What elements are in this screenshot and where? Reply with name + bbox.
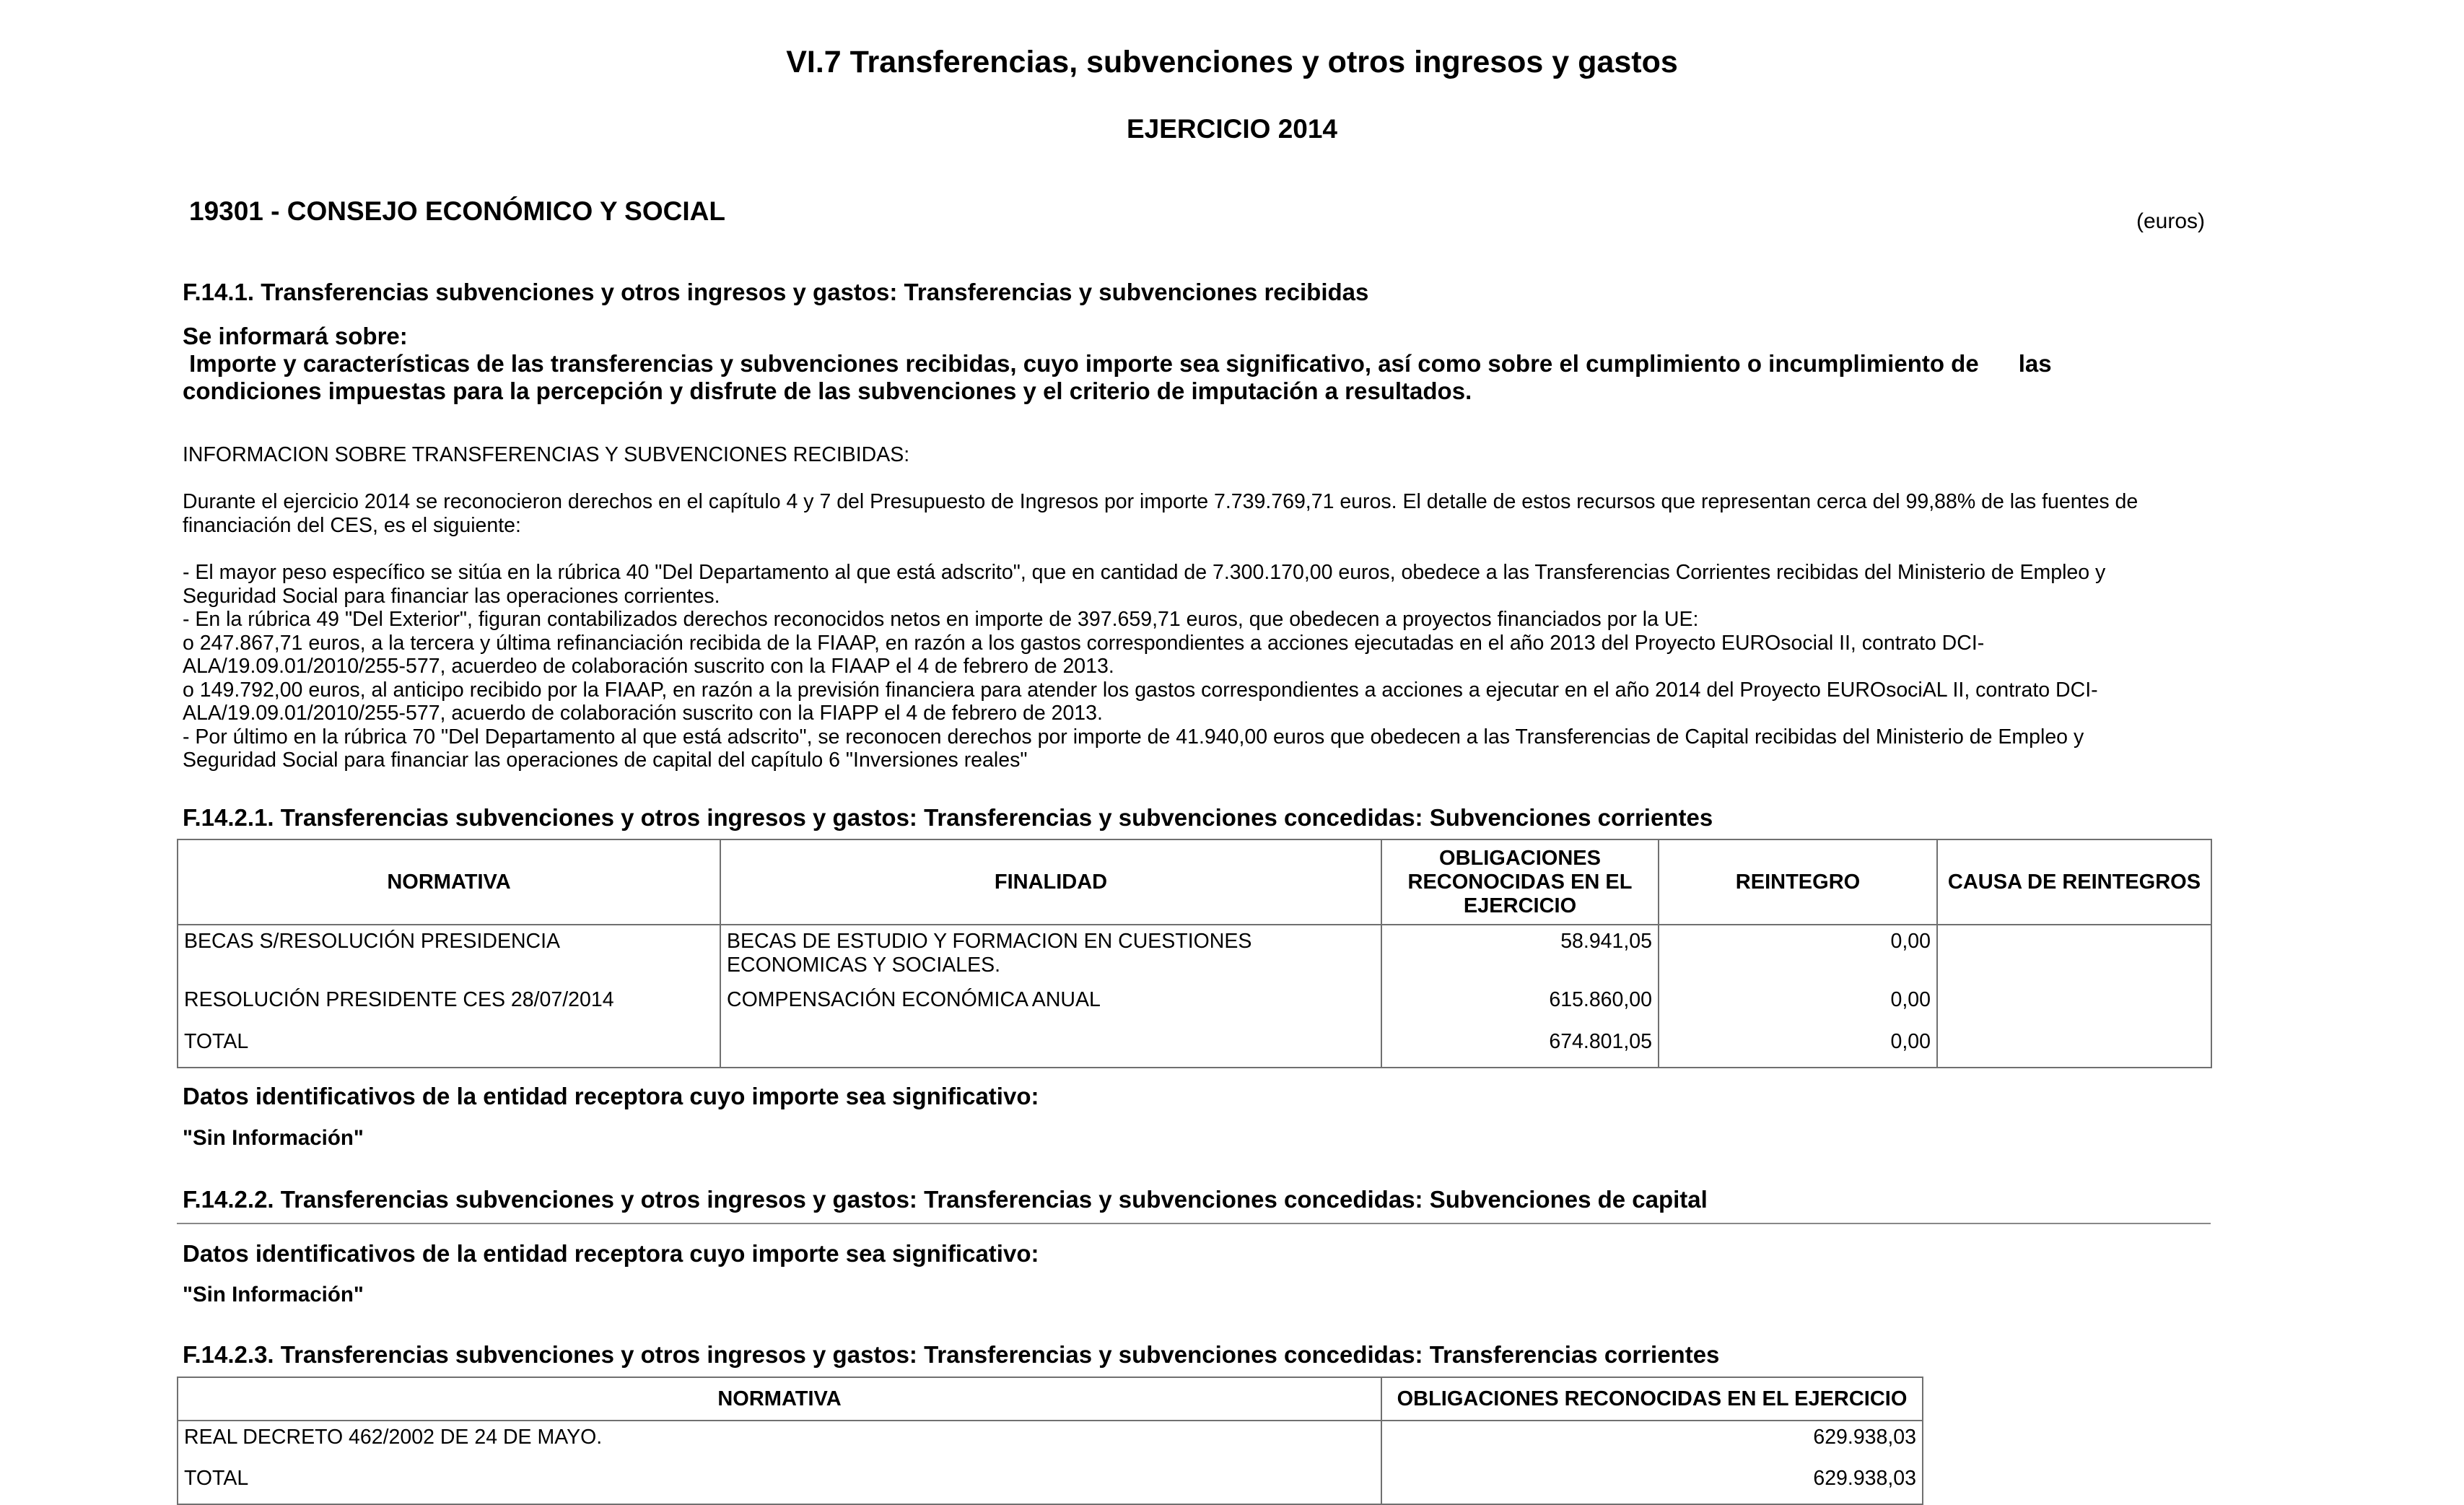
detail-line: o 149.792,00 euros, al anticipo recibido por la FIAAP, en razón a la previsión financiera para atender los gastos correspondientes a acciones a ejecutar en el año 2014 del Proyecto EUROsociAL II, contrato DCI- <box>183 678 2098 702</box>
table-row <box>178 925 2211 984</box>
cell-normativa: TOTAL <box>178 1462 1381 1504</box>
column-header-obligaciones: OBLIGACIONES RECONOCIDAS EN EL EJERCICIO <box>1381 1377 1923 1421</box>
section-divider <box>177 1223 2211 1224</box>
cell-finalidad <box>720 1027 1381 1068</box>
inform-label: Se informará sobre: <box>183 323 408 349</box>
transferencias-corrientes-table <box>177 1377 1923 1505</box>
paragraph-line: Durante el ejercicio 2014 se reconocieron derechos en el capítulo 4 y 7 del Presupuesto de Ingresos por importe 7.739.769,71 euros. El detalle de estos recursos que representan cerca del 99,88% de las fuentes de <box>183 490 2138 513</box>
table-row <box>178 984 2211 1027</box>
cell-obligaciones: 629.938,03 <box>1381 1421 1923 1462</box>
inform-block <box>183 323 2276 405</box>
subvenciones-corrientes-table <box>177 839 2212 1068</box>
units-label: (euros) <box>2136 209 2206 233</box>
detail-line: Seguridad Social para financiar las operaciones corrientes. <box>183 584 720 608</box>
cell-obligaciones: 674.801,05 <box>1381 1027 1659 1068</box>
header-line: EJERCICIO <box>1463 894 1577 917</box>
cell-line: BECAS DE ESTUDIO Y FORMACION EN CUESTIONES <box>727 930 1252 953</box>
section-heading-f1423: F.14.2.3. Transferencias subvenciones y otros ingresos y gastos: Transferencias y subvenciones concedidas: Transferencias corrientes <box>183 1341 1720 1368</box>
cell-line: ECONOMICAS Y SOCIALES. <box>727 954 1001 977</box>
section-heading-f141: F.14.1. Transferencias subvenciones y otros ingresos y gastos: Transferencias y subvenciones recibidas <box>183 279 1369 305</box>
paragraph-line: financiación del CES, es el siguiente: <box>183 513 521 537</box>
column-header-obligaciones <box>1381 839 1659 925</box>
inform-line: condiciones impuestas para la percepción y disfrute de las subvenciones y el criterio de imputación a resultados. <box>183 378 1472 404</box>
cell-normativa: TOTAL <box>178 1027 720 1068</box>
column-header-reintegro: REINTEGRO <box>1659 839 1937 925</box>
table-total-row <box>178 1027 2211 1068</box>
cell-reintegro: 0,00 <box>1659 984 1937 1027</box>
detail-line: o 247.867,71 euros, a la tercera y última refinanciación recibida de la FIAAP, en razón a los gastos correspondientes a acciones ejecutadas en el año 2013 del Proyecto EUROsocial II, contrato DCI- <box>183 631 1985 655</box>
cell-normativa: BECAS S/RESOLUCIÓN PRESIDENCIA <box>178 925 720 984</box>
header-line: OBLIGACIONES <box>1439 846 1601 870</box>
entity-name: 19301 - CONSEJO ECONÓMICO Y SOCIAL <box>189 196 725 226</box>
no-info-text: "Sin Información" <box>183 1283 364 1306</box>
info-title: INFORMACION SOBRE TRANSFERENCIAS Y SUBVENCIONES RECIBIDAS: <box>183 443 910 466</box>
detail-line: ALA/19.09.01/2010/255-577, acuerdo de colaboración suscrito con la FIAPP el 4 de febrero de 2013. <box>183 702 1103 725</box>
intro-paragraph <box>183 490 2225 537</box>
cell-obligaciones: 58.941,05 <box>1381 925 1659 984</box>
cell-finalidad <box>720 925 1381 984</box>
cell-finalidad: COMPENSACIÓN ECONÓMICA ANUAL <box>720 984 1381 1027</box>
page-title: VI.7 Transferencias, subvenciones y otros ingresos y gastos <box>786 45 1678 79</box>
column-header-normativa: NORMATIVA <box>178 1377 1381 1421</box>
detail-line: - Por último en la rúbrica 70 "Del Departamento al que está adscrito", se reconocen derechos por importe de 41.940,00 euros que obedecen a las Transferencias de Capital recibidas del Ministerio de Empleo y <box>183 725 2084 749</box>
table-total-row <box>178 1462 1923 1504</box>
cell-causa <box>1937 925 2211 984</box>
cell-obligaciones: 629.938,03 <box>1381 1462 1923 1504</box>
details-paragraph <box>183 561 2247 772</box>
section-heading-f1422: F.14.2.2. Transferencias subvenciones y otros ingresos y gastos: Transferencias y subvenciones concedidas: Subvenciones de capital <box>183 1186 1708 1213</box>
detail-line: - El mayor peso específico se sitúa en la rúbrica 40 "Del Departamento al que está adscrito", que en cantidad de 7.300.170,00 euros, obedece a las Transferencias Corrientes recibidas del Ministerio de Empleo y <box>183 561 2106 584</box>
cell-normativa: REAL DECRETO 462/2002 DE 24 DE MAYO. <box>178 1421 1381 1462</box>
inform-line: Importe y características de las transferencias y subvenciones recibidas, cuyo importe sea significativo, así como sobre el cumplimiento o incumplimiento de las <box>183 350 2052 377</box>
cell-obligaciones: 615.860,00 <box>1381 984 1659 1027</box>
fiscal-year-title: EJERCICIO 2014 <box>1126 114 1338 144</box>
receptor-label: Datos identificativos de la entidad receptora cuyo importe sea significativo: <box>183 1240 1039 1267</box>
cell-normativa: RESOLUCIÓN PRESIDENTE CES 28/07/2014 <box>178 984 720 1027</box>
detail-line: Seguridad Social para financiar las operaciones de capital del capítulo 6 "Inversiones reales" <box>183 749 1028 772</box>
column-header-normativa: NORMATIVA <box>178 839 720 925</box>
no-info-text: "Sin Información" <box>183 1126 364 1150</box>
cell-reintegro: 0,00 <box>1659 925 1937 984</box>
detail-line: - En la rúbrica 49 "Del Exterior", figuran contabilizados derechos reconocidos netos en importe de 397.659,71 euros, que obedecen a proyectos financiados por la UE: <box>183 608 1699 631</box>
cell-causa <box>1937 984 2211 1027</box>
column-header-finalidad: FINALIDAD <box>720 839 1381 925</box>
column-header-causa: CAUSA DE REINTEGROS <box>1937 839 2211 925</box>
table-row <box>178 1421 1923 1462</box>
table-header-row <box>178 839 2211 925</box>
detail-line: ALA/19.09.01/2010/255-577, acuerdeo de colaboración suscrito con la FIAAP el 4 de febrero de 2013. <box>183 655 1114 678</box>
cell-reintegro: 0,00 <box>1659 1027 1937 1068</box>
section-heading-f1421: F.14.2.1. Transferencias subvenciones y otros ingresos y gastos: Transferencias y subvenciones concedidas: Subvenciones corrientes <box>183 804 1713 831</box>
cell-causa <box>1937 1027 2211 1068</box>
header-line: RECONOCIDAS EN EL <box>1407 870 1633 894</box>
receptor-label: Datos identificativos de la entidad receptora cuyo importe sea significativo: <box>183 1083 1039 1109</box>
table-header-row <box>178 1377 1923 1421</box>
